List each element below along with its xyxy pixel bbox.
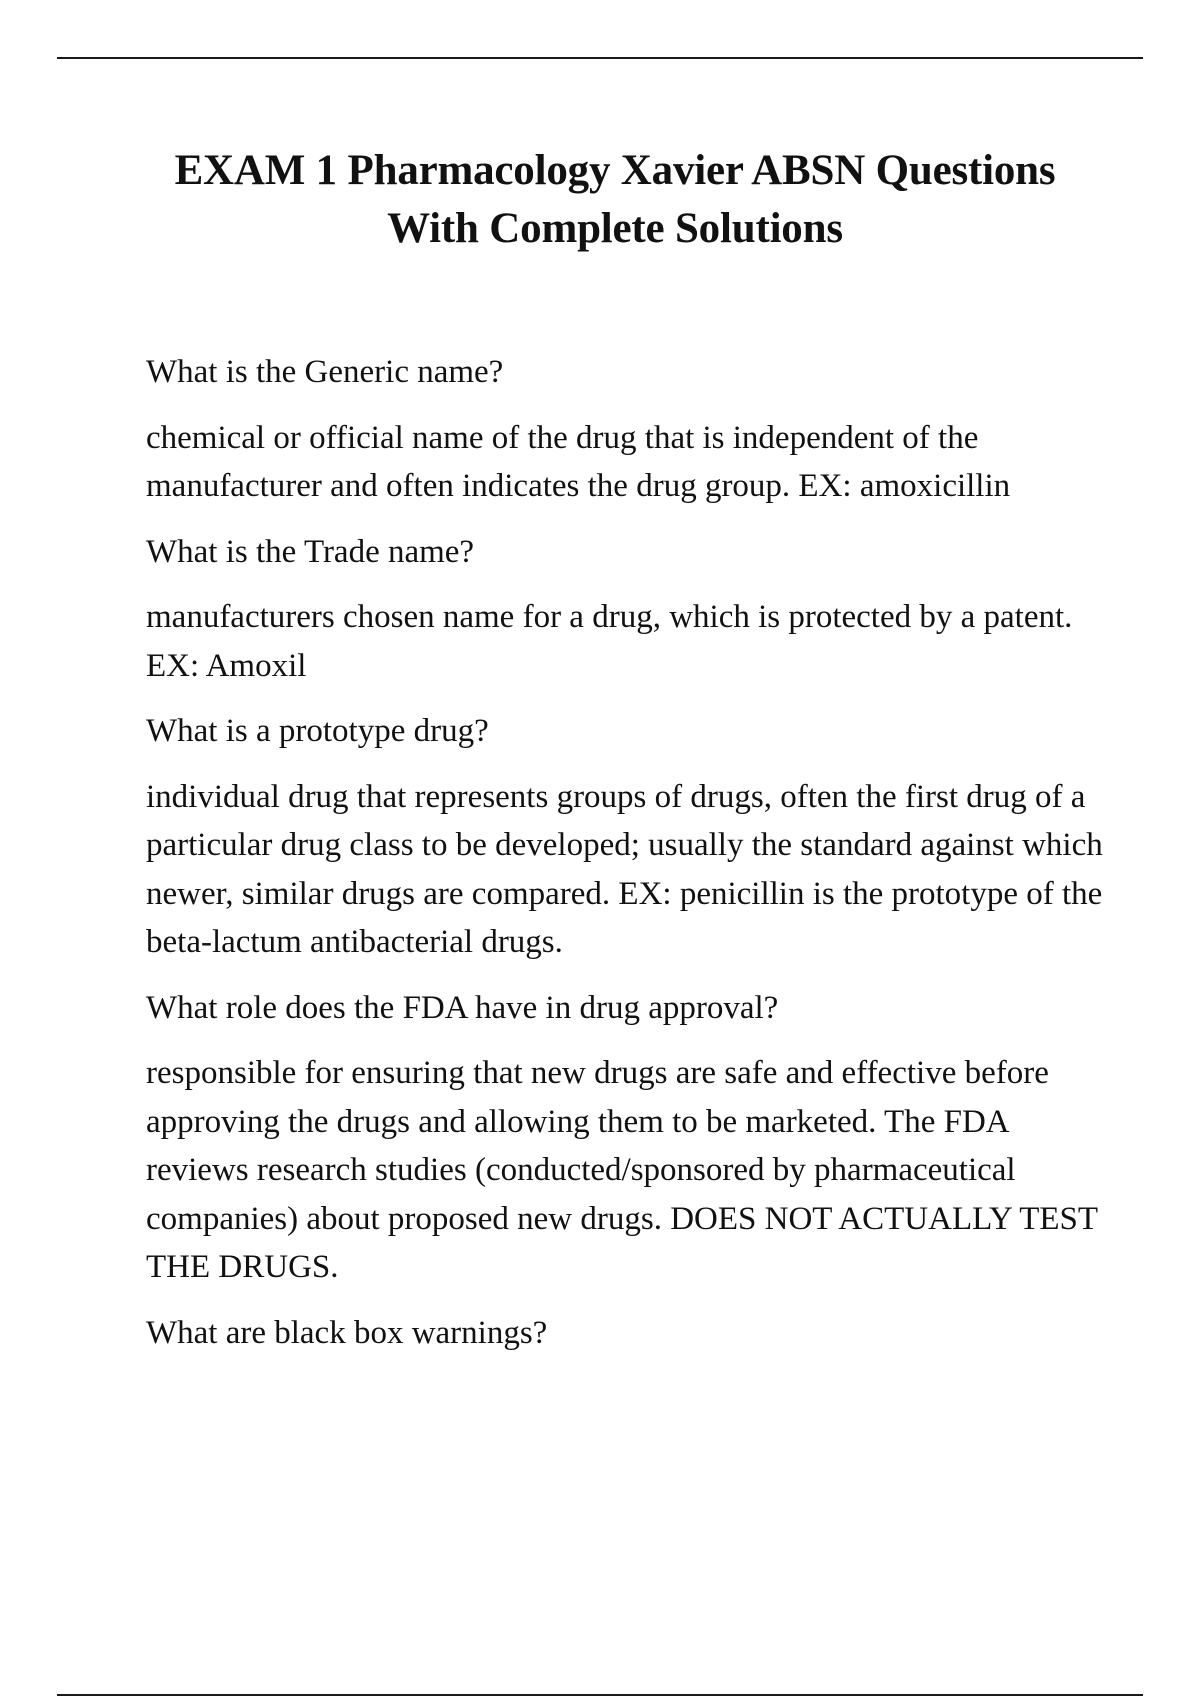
answer-prototype-drug: individual drug that represents groups of drugs, often the first drug of a particular drug class to be developed; usually the standard against which newer, similar drugs are compared. EX: penicillin is the prototype of the beta-lactum antibacterial drugs. <box>146 778 1103 960</box>
top-divider <box>57 57 1143 59</box>
answer-fda-role: responsible for ensuring that new drugs are safe and effective before approving the drugs and allowing them to be marketed. The FDA reviews research studies (conducted/sponsored by pharmaceutical companies) about proposed new drugs. DOES NOT ACTUALLY TEST THE DRUGS. <box>146 1055 1098 1285</box>
answer-generic-name: chemical or official name of the drug that is independent of the manufacturer and often indicates the drug group. EX: amoxicillin <box>146 419 1011 504</box>
question-generic-name: What is the Generic name? <box>146 354 504 390</box>
answer-trade-name: manufacturers chosen name for a drug, which is protected by a patent. EX: Amoxil <box>146 599 1073 684</box>
document-title <box>120 142 1110 258</box>
qa-list <box>146 348 1106 1374</box>
bottom-divider <box>57 1694 1143 1696</box>
question-prototype-drug: What is a prototype drug? <box>146 713 489 749</box>
question-black-box-warnings: What are black box warnings? <box>146 1314 548 1351</box>
question-trade-name: What is the Trade name? <box>146 533 475 570</box>
title-line-1: EXAM 1 Pharmacology Xavier ABSN Questions <box>174 147 1056 194</box>
title-line-2: With Complete Solutions <box>387 205 843 252</box>
question-fda-role: What role does the FDA have in drug approval? <box>146 989 779 1026</box>
